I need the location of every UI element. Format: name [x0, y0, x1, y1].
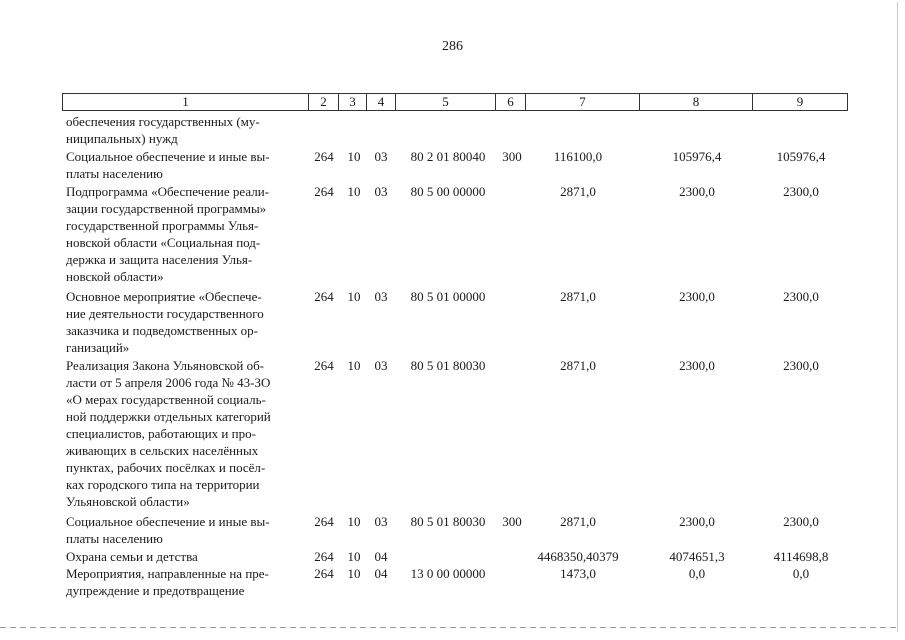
row-name-line: Реализация Закона Ульяновской об- [66, 358, 265, 373]
cell-c3: 10 [347, 149, 361, 164]
row-name [66, 113, 300, 147]
row-name-line: обеспечения государственных (му- [66, 114, 260, 129]
row-name-line: ках городского типа на территории [66, 477, 260, 492]
row-name [66, 548, 300, 565]
cell-c9: 2300,0 [783, 289, 819, 304]
row-name-line: пунктах, рабочих посёлках и посёл- [66, 460, 266, 475]
cell-c2: 264 [314, 184, 334, 199]
cell-c3: 10 [347, 358, 361, 373]
row-name-line: новской области «Социальная под- [66, 235, 261, 250]
cell-c7: 4468350,40379 [537, 549, 619, 564]
page-bottom-edge [0, 627, 898, 628]
cell-c9: 2300,0 [783, 358, 819, 373]
cell-c3: 10 [347, 514, 361, 529]
header-col-3: 3 [339, 93, 367, 111]
cell-c8: 2300,0 [679, 184, 715, 199]
header-col-8: 8 [640, 93, 753, 111]
cell-c7: 2871,0 [560, 184, 596, 199]
cell-c7: 116100,0 [553, 149, 603, 164]
row-name [66, 357, 300, 510]
cell-c6: 300 [502, 149, 522, 164]
cell-c2: 264 [314, 566, 334, 581]
cell-c8: 2300,0 [679, 289, 715, 304]
cell-c9: 2300,0 [783, 514, 819, 529]
row-name-line: ганизаций» [66, 340, 130, 355]
row-name-line: Ульяновской области» [66, 494, 190, 509]
cell-c8: 2300,0 [679, 514, 715, 529]
row-name-line: ласти от 5 апреля 2006 года № 43-ЗО [66, 375, 271, 390]
row-name-line: ниципальных) нужд [66, 131, 178, 146]
row-name-line: специалистов, работающих и про- [66, 426, 256, 441]
row-name-line: живающих в сельских населённых [66, 443, 259, 458]
row-name-line: платы населению [66, 166, 163, 181]
header-col-2: 2 [309, 93, 339, 111]
header-col-4: 4 [367, 93, 396, 111]
row-name-line: ние деятельности государственного [66, 306, 264, 321]
cell-c2: 264 [314, 549, 334, 564]
cell-c5: 80 5 00 00000 [410, 184, 486, 199]
header-col-6: 6 [496, 93, 526, 111]
cell-c4: 03 [374, 358, 388, 373]
row-name-line: Охрана семьи и детства [66, 549, 198, 564]
cell-c4: 03 [374, 184, 388, 199]
row-name-line: заказчика и подведомственных ор- [66, 323, 258, 338]
cell-c8: 0,0 [688, 566, 706, 581]
cell-c5: 80 5 01 80030 [410, 514, 486, 529]
row-name-line: Подпрограмма «Обеспечение реали- [66, 184, 269, 199]
cell-c2: 264 [314, 289, 334, 304]
header-col-5: 5 [396, 93, 496, 111]
row-name [66, 288, 300, 356]
header-col-7: 7 [526, 93, 640, 111]
cell-c9: 2300,0 [783, 184, 819, 199]
cell-c2: 264 [314, 514, 334, 529]
cell-c2: 264 [314, 358, 334, 373]
cell-c7: 2871,0 [560, 358, 596, 373]
cell-c3: 10 [347, 289, 361, 304]
row-name-line: государственной программы Улья- [66, 218, 259, 233]
row-name-line: Мероприятия, направленные на пре- [66, 566, 269, 581]
row-name-line: Основное мероприятие «Обеспече- [66, 289, 262, 304]
row-name [66, 148, 300, 182]
cell-c8: 4074651,3 [669, 549, 725, 564]
cell-c6: 300 [502, 514, 522, 529]
cell-c4: 03 [374, 149, 388, 164]
page-number: 286 [442, 39, 463, 54]
row-name-line: новской области» [66, 269, 164, 284]
cell-c5: 80 5 01 80030 [410, 358, 486, 373]
cell-c4: 04 [374, 566, 388, 581]
cell-c4: 04 [374, 549, 388, 564]
cell-c8: 2300,0 [679, 358, 715, 373]
cell-c2: 264 [314, 149, 334, 164]
cell-c8: 105976,4 [672, 149, 722, 164]
row-name-line: Социальное обеспечение и иные вы- [66, 149, 270, 164]
cell-c7: 2871,0 [560, 289, 596, 304]
cell-c7: 2871,0 [560, 514, 596, 529]
cell-c4: 03 [374, 514, 388, 529]
row-name [66, 513, 300, 547]
row-name-line: зации государственной программы» [66, 201, 267, 216]
cell-c9: 105976,4 [776, 149, 826, 164]
cell-c9: 4114698,8 [773, 549, 829, 564]
cell-c5: 80 2 01 80040 [410, 149, 486, 164]
cell-c3: 10 [347, 549, 361, 564]
cell-c5: 13 0 00 00000 [410, 566, 486, 581]
cell-c3: 10 [347, 566, 361, 581]
cell-c3: 10 [347, 184, 361, 199]
row-name-line: держка и защита населения Улья- [66, 252, 253, 267]
page-edge [897, 2, 898, 632]
cell-c5: 80 5 01 00000 [410, 289, 486, 304]
cell-c7: 1473,0 [560, 566, 596, 581]
row-name-line: Социальное обеспечение и иные вы- [66, 514, 270, 529]
table-header [62, 93, 848, 111]
header-col-9: 9 [753, 93, 848, 111]
row-name-line: дупреждение и предотвращение [66, 583, 245, 598]
row-name [66, 565, 300, 599]
cell-c4: 03 [374, 289, 388, 304]
row-name [66, 183, 300, 285]
row-name-line: платы населению [66, 531, 163, 546]
cell-c9: 0,0 [792, 566, 810, 581]
row-name-line: ной поддержки отдельных категорий [66, 409, 271, 424]
row-name-line: «О мерах государственной социаль- [66, 392, 266, 407]
header-col-1: 1 [62, 93, 309, 111]
